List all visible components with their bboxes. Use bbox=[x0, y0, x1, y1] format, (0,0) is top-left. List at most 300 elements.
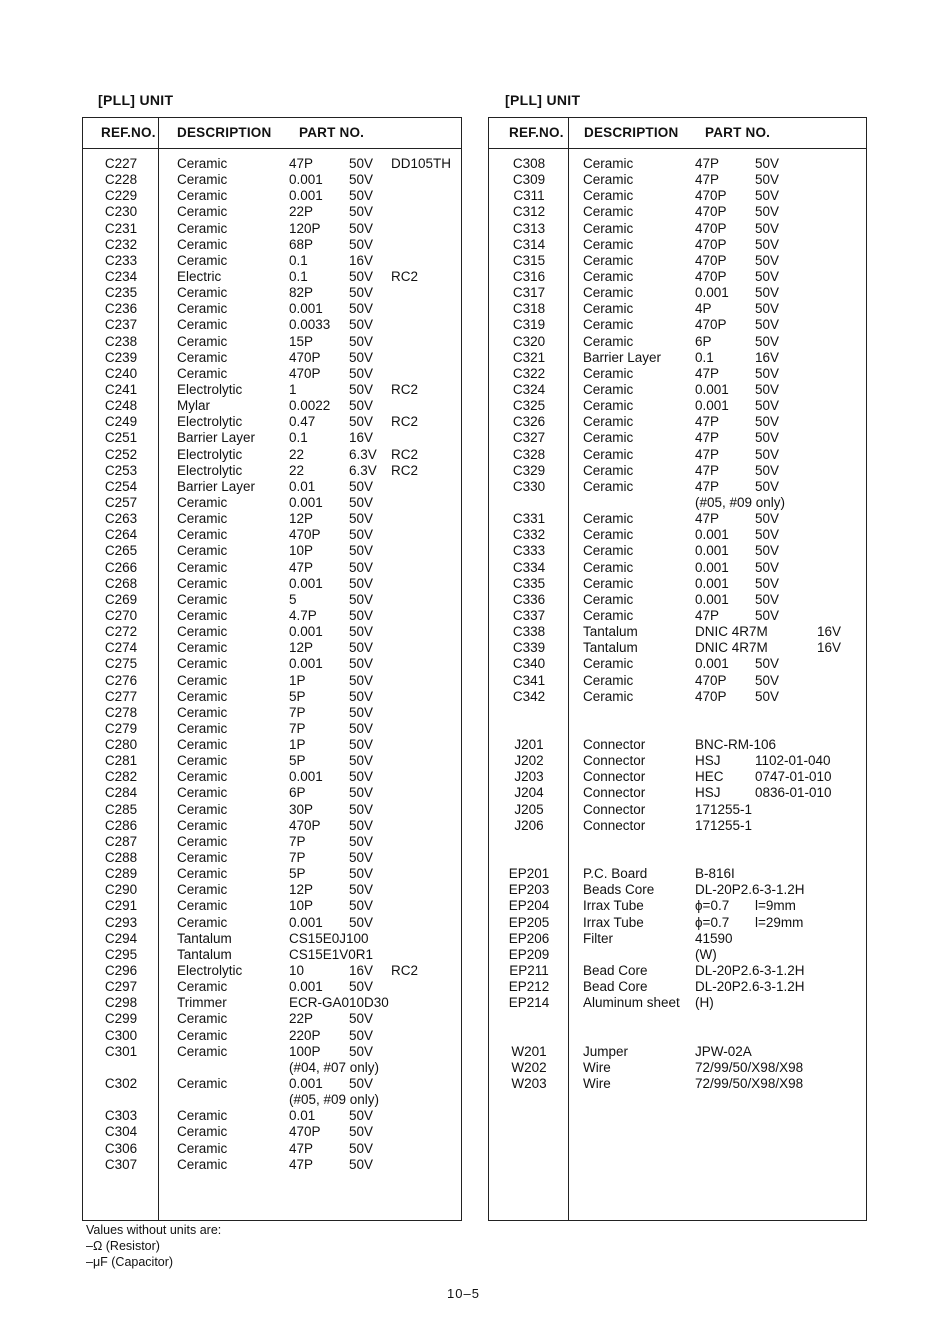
rating-cell: 50V bbox=[349, 478, 374, 494]
rating-cell: 50V bbox=[349, 785, 374, 801]
description-cell: Ceramic bbox=[177, 914, 228, 930]
rating-cell: 50V bbox=[349, 850, 374, 866]
rating-cell: 6.3V bbox=[349, 462, 377, 478]
part-value-cell: 10 bbox=[289, 963, 305, 979]
table-row bbox=[489, 414, 866, 430]
part-value-cell: 0.001 bbox=[695, 527, 729, 543]
part-value-cell: 1P bbox=[289, 672, 306, 688]
part-value-cell: 0.001 bbox=[695, 543, 729, 559]
table-row bbox=[83, 673, 461, 689]
description-cell: Connector bbox=[583, 753, 646, 769]
rating-cell: 50V bbox=[349, 914, 374, 930]
table-header bbox=[83, 118, 461, 149]
rating-cell: 50V bbox=[755, 656, 780, 672]
part-value-cell: 47P bbox=[695, 172, 720, 188]
description-cell: Beads Core bbox=[583, 882, 655, 898]
part-value-cell: DNIC 4R7M bbox=[695, 640, 768, 656]
rating-cell: 50V bbox=[755, 156, 780, 171]
ref-no-cell: C340 bbox=[512, 656, 546, 672]
table-row bbox=[489, 624, 866, 640]
rating-cell: 50V bbox=[755, 688, 780, 704]
table-row bbox=[83, 543, 461, 559]
description-cell: Mylar bbox=[177, 398, 210, 414]
table-row bbox=[489, 221, 866, 237]
part-value-cell: 0.001 bbox=[695, 285, 729, 301]
description-cell: Ceramic bbox=[583, 527, 634, 543]
part-value-cell: 7P bbox=[289, 850, 306, 866]
table-row bbox=[83, 221, 461, 237]
ref-no-cell: C282 bbox=[104, 769, 138, 785]
table-row bbox=[489, 753, 866, 769]
part-value-cell: 0.0022 bbox=[289, 398, 331, 414]
part-value-cell: 220P bbox=[289, 1027, 321, 1043]
table-row bbox=[489, 737, 866, 753]
description-cell: Ceramic bbox=[583, 252, 634, 268]
ref-no-cell: C263 bbox=[104, 511, 138, 527]
ref-no-cell: C302 bbox=[104, 1076, 138, 1092]
part-value-cell: DL-20P2.6-3-1.2H bbox=[695, 963, 805, 979]
description-cell: Ceramic bbox=[177, 672, 228, 688]
part-value-cell: 0.01 bbox=[289, 478, 316, 494]
table-row bbox=[83, 640, 461, 656]
table-row bbox=[489, 511, 866, 527]
description-cell: Electrolytic bbox=[177, 414, 243, 430]
part-value-cell: HSJ bbox=[695, 753, 721, 769]
rating-cell: 50V bbox=[349, 898, 374, 914]
rating-cell: 50V bbox=[349, 591, 374, 607]
description-cell: Ceramic bbox=[177, 172, 228, 188]
header-ref-no: REF.NO. bbox=[101, 125, 156, 140]
description-cell: Ceramic bbox=[177, 252, 228, 268]
ref-no-cell: EP201 bbox=[508, 866, 550, 882]
part-value-cell: 470P bbox=[695, 236, 727, 252]
ref-no-cell: C313 bbox=[512, 220, 546, 236]
table-row bbox=[83, 802, 461, 818]
description-cell: Tantalum bbox=[583, 640, 638, 656]
part-value-cell: (#05, #09 only) bbox=[289, 1092, 380, 1108]
description-cell: Ceramic bbox=[583, 591, 634, 607]
ref-no-cell: C290 bbox=[104, 882, 138, 898]
part-value-cell: 22 bbox=[289, 446, 305, 462]
table-row bbox=[489, 963, 866, 979]
left-rows bbox=[83, 156, 461, 1173]
ref-no-cell: C307 bbox=[104, 1156, 138, 1172]
description-cell: Ceramic bbox=[583, 301, 634, 317]
ref-no-cell: C301 bbox=[104, 1043, 138, 1059]
table-row bbox=[83, 850, 461, 866]
part-value-cell: 470P bbox=[289, 1124, 321, 1140]
rating-cell: 50V bbox=[349, 511, 374, 527]
rating-cell: 50V bbox=[349, 365, 374, 381]
table-row bbox=[489, 527, 866, 543]
rating-cell: 50V bbox=[349, 640, 374, 656]
table-row bbox=[489, 188, 866, 204]
part-value-cell: CS15E0J100 bbox=[289, 930, 369, 946]
table-row bbox=[83, 430, 461, 446]
table-row bbox=[489, 931, 866, 947]
description-cell: Electrolytic bbox=[177, 446, 243, 462]
ref-no-cell: C308 bbox=[512, 156, 546, 171]
rating-cell: 50V bbox=[755, 317, 780, 333]
table-row bbox=[489, 543, 866, 559]
description-cell: Irrax Tube bbox=[583, 914, 644, 930]
ref-no-cell: C272 bbox=[104, 624, 138, 640]
ref-no-cell: C320 bbox=[512, 333, 546, 349]
header-description: DESCRIPTION bbox=[584, 125, 679, 140]
description-cell: Ceramic bbox=[177, 624, 228, 640]
description-cell: Ceramic bbox=[177, 688, 228, 704]
description-cell: Ceramic bbox=[583, 333, 634, 349]
rating-cell: 50V bbox=[349, 866, 374, 882]
table-row bbox=[489, 253, 866, 269]
part-value-cell: 5P bbox=[289, 866, 306, 882]
ref-no-cell: C338 bbox=[512, 624, 546, 640]
part-value-cell: 47P bbox=[695, 156, 720, 171]
part-value-cell: 0.001 bbox=[289, 301, 323, 317]
part-value-cell: 82P bbox=[289, 285, 314, 301]
part-value-cell: ϕ=0.7 bbox=[695, 914, 730, 930]
part-value-cell: 10P bbox=[289, 898, 314, 914]
rating-cell: 16V bbox=[755, 349, 780, 365]
header-description: DESCRIPTION bbox=[177, 125, 272, 140]
part-value-cell: 47P bbox=[695, 607, 720, 623]
ref-no-cell: C304 bbox=[104, 1124, 138, 1140]
description-cell: Ceramic bbox=[177, 850, 228, 866]
description-cell: Ceramic bbox=[177, 1156, 228, 1172]
left-unit-title: [PLL] UNIT bbox=[98, 92, 174, 108]
rating-cell: 50V bbox=[755, 478, 780, 494]
ref-no-cell: C288 bbox=[104, 850, 138, 866]
table-row bbox=[83, 1076, 461, 1092]
part-value-cell: 12P bbox=[289, 640, 314, 656]
description-cell: Ceramic bbox=[583, 381, 634, 397]
description-cell: Ceramic bbox=[177, 817, 228, 833]
part-value-cell: 470P bbox=[695, 317, 727, 333]
rating-cell: 50V bbox=[349, 156, 374, 171]
rating-cell: 50V bbox=[349, 882, 374, 898]
ref-no-cell: C234 bbox=[104, 268, 138, 284]
table-row bbox=[489, 947, 866, 963]
header-part-no: PART NO. bbox=[705, 125, 771, 140]
rating-cell: 50V bbox=[755, 252, 780, 268]
description-cell: Ceramic bbox=[583, 188, 634, 204]
rating-cell: 50V bbox=[755, 268, 780, 284]
rating-cell: 50V bbox=[349, 672, 374, 688]
table-row bbox=[83, 560, 461, 576]
part-value-cell: 0.001 bbox=[695, 575, 729, 591]
part-value-cell: 22P bbox=[289, 204, 314, 220]
table-row bbox=[83, 866, 461, 882]
description-cell: Barrier Layer bbox=[177, 430, 256, 446]
description-cell: Tantalum bbox=[583, 624, 638, 640]
table-row bbox=[489, 705, 866, 721]
units-note bbox=[86, 1222, 221, 1270]
part-value-cell: 1P bbox=[289, 737, 306, 753]
rating-cell: 50V bbox=[349, 204, 374, 220]
ref-no-cell: C278 bbox=[104, 704, 138, 720]
rating-cell: 50V bbox=[349, 172, 374, 188]
rating-cell: 50V bbox=[755, 527, 780, 543]
table-row bbox=[83, 1108, 461, 1124]
ref-no-cell: C266 bbox=[104, 559, 138, 575]
ref-no-cell: C328 bbox=[512, 446, 546, 462]
description-cell: Ceramic bbox=[177, 753, 228, 769]
rating-cell: 50V bbox=[755, 381, 780, 397]
description-cell: Ceramic bbox=[177, 220, 228, 236]
rating-cell: 6.3V bbox=[349, 446, 377, 462]
description-cell: Ceramic bbox=[177, 898, 228, 914]
description-cell: Ceramic bbox=[177, 1011, 228, 1027]
rating-cell: 50V bbox=[349, 236, 374, 252]
right-unit-title: [PLL] UNIT bbox=[505, 92, 581, 108]
rating-cell: 50V bbox=[755, 301, 780, 317]
rating-cell: 50V bbox=[349, 268, 374, 284]
part-value-cell: 470P bbox=[289, 527, 321, 543]
part-value-cell: HEC bbox=[695, 769, 724, 785]
ref-no-cell: C314 bbox=[512, 236, 546, 252]
table-row bbox=[83, 527, 461, 543]
description-cell: Ceramic bbox=[177, 1027, 228, 1043]
table-row bbox=[83, 285, 461, 301]
ref-no-cell: C241 bbox=[104, 381, 138, 397]
ref-no-cell: EP209 bbox=[508, 946, 550, 962]
description-cell: Ceramic bbox=[177, 591, 228, 607]
rating-cell: 50V bbox=[349, 188, 374, 204]
rating-cell: 50V bbox=[349, 1156, 374, 1172]
part-value-cell: 470P bbox=[695, 688, 727, 704]
rating-cell: 50V bbox=[755, 188, 780, 204]
table-row bbox=[83, 382, 461, 398]
table-row bbox=[489, 1060, 866, 1076]
table-row bbox=[83, 317, 461, 333]
table-row bbox=[489, 301, 866, 317]
part-value-cell: ϕ=0.7 bbox=[695, 898, 730, 914]
description-cell: Wire bbox=[583, 1076, 611, 1092]
table-row bbox=[83, 1124, 461, 1140]
description-cell: Irrax Tube bbox=[583, 898, 644, 914]
description-cell: Tantalum bbox=[177, 930, 232, 946]
rating-cell: 50V bbox=[349, 1011, 374, 1027]
note-line: –Ω (Resistor) bbox=[86, 1239, 160, 1253]
part-value-cell: 0.1 bbox=[289, 430, 308, 446]
table-row bbox=[83, 576, 461, 592]
ref-no-cell: C327 bbox=[512, 430, 546, 446]
table-row bbox=[489, 204, 866, 220]
description-cell: Ceramic bbox=[177, 349, 228, 365]
part-value-cell: BNC-RM-106 bbox=[695, 737, 777, 753]
description-cell: Aluminum sheet bbox=[583, 995, 680, 1011]
table-row bbox=[83, 1141, 461, 1157]
table-row bbox=[489, 769, 866, 785]
part-value-cell: 470P bbox=[695, 204, 727, 220]
rating-cell: 50V bbox=[755, 559, 780, 575]
part-value-cell: 47P bbox=[695, 414, 720, 430]
header-part-no: PART NO. bbox=[299, 125, 365, 140]
table-row bbox=[489, 818, 866, 834]
description-cell: Electrolytic bbox=[177, 963, 243, 979]
description-cell: Ceramic bbox=[177, 833, 228, 849]
ref-no-cell: C257 bbox=[104, 494, 138, 510]
part-value-cell: 0.001 bbox=[289, 769, 323, 785]
part-value-cell: 15P bbox=[289, 333, 314, 349]
part-value-cell: 0.1 bbox=[289, 252, 308, 268]
ref-no-cell: C284 bbox=[104, 785, 138, 801]
rating-cell: 50V bbox=[755, 285, 780, 301]
table-row bbox=[83, 334, 461, 350]
table-row bbox=[83, 979, 461, 995]
ref-no-cell: C296 bbox=[104, 963, 138, 979]
part-value-cell: 0.1 bbox=[289, 268, 308, 284]
part-value-cell: DNIC 4R7M bbox=[695, 624, 768, 640]
table-row bbox=[83, 624, 461, 640]
description-cell: Ceramic bbox=[583, 317, 634, 333]
part-value-cell: JPW-02A bbox=[695, 1043, 752, 1059]
rating-cell: 50V bbox=[349, 624, 374, 640]
part-value-cell: 0.001 bbox=[289, 624, 323, 640]
part-value-cell: 0.001 bbox=[289, 656, 323, 672]
rating-cell: 50V bbox=[349, 220, 374, 236]
ref-no-cell: C317 bbox=[512, 285, 546, 301]
description-cell: Connector bbox=[583, 737, 646, 753]
ref-no-cell: C339 bbox=[512, 640, 546, 656]
part-value-cell: 470P bbox=[289, 349, 321, 365]
ref-no-cell: C269 bbox=[104, 591, 138, 607]
rating-cell: 50V bbox=[349, 285, 374, 301]
ref-no-cell: C286 bbox=[104, 817, 138, 833]
description-cell: Ceramic bbox=[177, 527, 228, 543]
remark-cell: 16V bbox=[817, 640, 842, 656]
rating-cell: 50V bbox=[755, 414, 780, 430]
rating-cell: 50V bbox=[755, 543, 780, 559]
description-cell: Ceramic bbox=[583, 285, 634, 301]
rating-cell: 50V bbox=[349, 979, 374, 995]
rating-cell: l=29mm bbox=[755, 914, 804, 930]
table-row bbox=[83, 414, 461, 430]
ref-no-cell: C332 bbox=[512, 527, 546, 543]
ref-no-cell: C299 bbox=[104, 1011, 138, 1027]
ref-no-cell: C311 bbox=[513, 188, 545, 204]
table-row bbox=[83, 1011, 461, 1027]
part-value-cell: 7P bbox=[289, 720, 306, 736]
ref-no-cell: C277 bbox=[104, 688, 138, 704]
table-row bbox=[83, 769, 461, 785]
table-row bbox=[83, 753, 461, 769]
note-line: Values without units are: bbox=[86, 1223, 222, 1237]
part-value-cell: 10P bbox=[289, 543, 314, 559]
table-row bbox=[83, 269, 461, 285]
table-row bbox=[489, 366, 866, 382]
right-rows bbox=[489, 156, 866, 1092]
table-row bbox=[83, 495, 461, 511]
ref-no-cell: C281 bbox=[104, 753, 138, 769]
ref-no-cell: C336 bbox=[512, 591, 546, 607]
ref-no-cell: C280 bbox=[104, 737, 138, 753]
ref-no-cell: C333 bbox=[512, 543, 546, 559]
ref-no-cell: C227 bbox=[104, 156, 138, 171]
part-value-cell: 7P bbox=[289, 833, 306, 849]
part-value-cell: DL-20P2.6-3-1.2H bbox=[695, 882, 805, 898]
ref-no-cell: C294 bbox=[104, 930, 138, 946]
part-value-cell: 0.01 bbox=[289, 1108, 316, 1124]
ref-no-cell: C303 bbox=[104, 1108, 138, 1124]
table-row bbox=[489, 560, 866, 576]
remark-cell: RC2 bbox=[391, 963, 419, 979]
description-cell: Ceramic bbox=[177, 1124, 228, 1140]
ref-no-cell: C268 bbox=[104, 575, 138, 591]
rating-cell: 0747-01-010 bbox=[755, 769, 832, 785]
rating-cell: 50V bbox=[349, 801, 374, 817]
rating-cell: 50V bbox=[755, 172, 780, 188]
part-value-cell: 0.0033 bbox=[289, 317, 331, 333]
part-value-cell: 470P bbox=[289, 817, 321, 833]
table-row bbox=[83, 785, 461, 801]
description-cell: Ceramic bbox=[177, 317, 228, 333]
rating-cell: 50V bbox=[349, 753, 374, 769]
description-cell: Ceramic bbox=[583, 430, 634, 446]
table-row bbox=[83, 350, 461, 366]
description-cell: Ceramic bbox=[177, 511, 228, 527]
table-row bbox=[83, 447, 461, 463]
description-cell: Connector bbox=[583, 769, 646, 785]
table-row bbox=[489, 866, 866, 882]
description-cell: Ceramic bbox=[177, 494, 228, 510]
part-value-cell: 0.001 bbox=[289, 172, 323, 188]
description-cell: Connector bbox=[583, 801, 646, 817]
rating-cell: 50V bbox=[349, 1140, 374, 1156]
description-cell: Ceramic bbox=[177, 285, 228, 301]
description-cell: Barrier Layer bbox=[177, 478, 256, 494]
part-value-cell: 0.001 bbox=[289, 914, 323, 930]
table-row bbox=[83, 237, 461, 253]
page-number: 10–5 bbox=[447, 1286, 480, 1301]
table-row bbox=[83, 818, 461, 834]
description-cell: Ceramic bbox=[583, 220, 634, 236]
ref-no-cell: C300 bbox=[104, 1027, 138, 1043]
rating-cell: 50V bbox=[349, 543, 374, 559]
part-value-cell: 0.47 bbox=[289, 414, 316, 430]
ref-no-cell: C231 bbox=[104, 220, 138, 236]
rating-cell: 50V bbox=[349, 737, 374, 753]
part-value-cell: 41590 bbox=[695, 930, 733, 946]
ref-no-cell: W201 bbox=[511, 1043, 547, 1059]
table-row bbox=[489, 673, 866, 689]
rating-cell: 50V bbox=[349, 833, 374, 849]
rating-cell: 50V bbox=[349, 656, 374, 672]
table-row bbox=[489, 156, 866, 172]
rating-cell: 50V bbox=[349, 527, 374, 543]
description-cell: Ceramic bbox=[583, 398, 634, 414]
rating-cell: 50V bbox=[755, 333, 780, 349]
ref-no-cell: C270 bbox=[104, 607, 138, 623]
ref-no-cell: C249 bbox=[104, 414, 138, 430]
description-cell: Ceramic bbox=[177, 607, 228, 623]
description-cell: Ceramic bbox=[177, 737, 228, 753]
table-row bbox=[489, 834, 866, 850]
table-row bbox=[489, 285, 866, 301]
part-value-cell: 47P bbox=[695, 478, 720, 494]
ref-no-cell: C291 bbox=[104, 898, 138, 914]
ref-no-cell: J205 bbox=[514, 801, 544, 817]
part-value-cell: 171255-1 bbox=[695, 817, 753, 833]
table-row bbox=[83, 608, 461, 624]
description-cell: P.C. Board bbox=[583, 866, 648, 882]
table-row bbox=[489, 640, 866, 656]
table-row bbox=[489, 979, 866, 995]
right-parts-table bbox=[488, 117, 867, 1221]
description-cell: Ceramic bbox=[177, 882, 228, 898]
rating-cell: 50V bbox=[349, 1027, 374, 1043]
part-value-cell: 0.001 bbox=[289, 494, 323, 510]
